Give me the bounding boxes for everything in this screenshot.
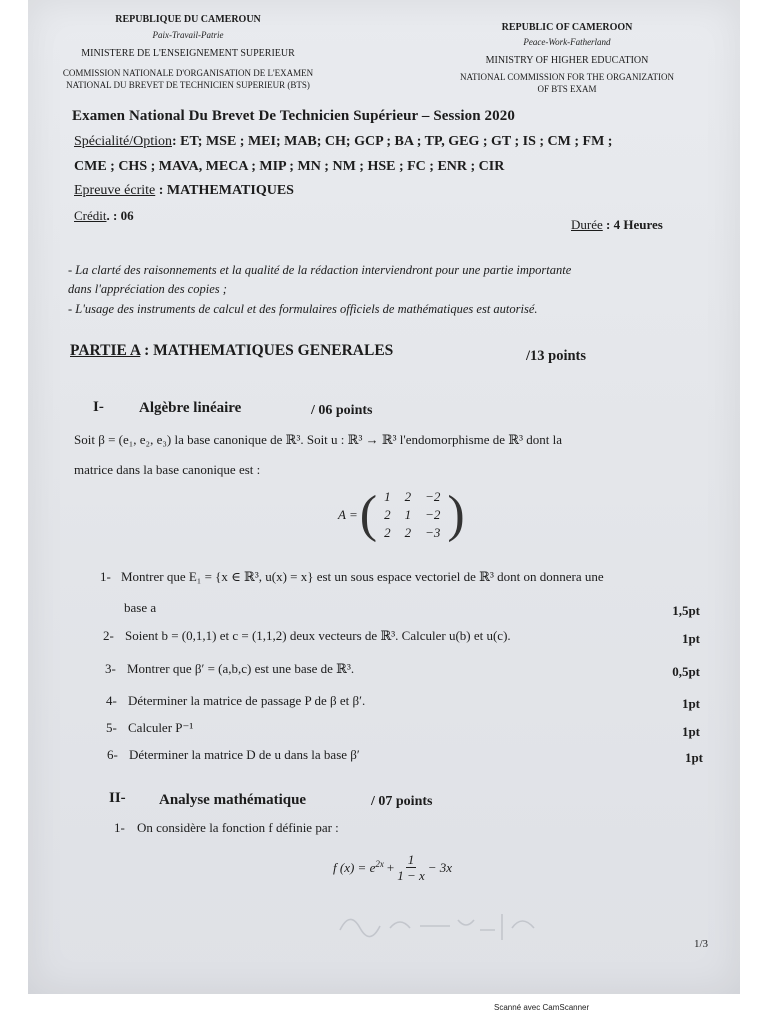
partie-a-points: /13 points [526, 348, 587, 364]
matrix-row [377, 524, 447, 542]
question-4-text: Déterminer la matrice de passage P de β et β′. [128, 693, 366, 708]
handwritten-scribble [330, 900, 550, 950]
question-3-number: 3- [105, 661, 116, 676]
question-2-text: Soient b = (0,1,1) et c = (1,1,2) deux vecteurs de ℝ³. Calculer u(b) et u(c). [125, 628, 511, 643]
header-right-commission-1: NATIONAL COMMISSION FOR THE ORGANIZATION [459, 72, 674, 82]
matrix-cell: 2 [404, 489, 412, 504]
matrix-row [377, 506, 447, 524]
matrix-a [338, 488, 465, 542]
section-2-points: / 07 points [371, 794, 433, 809]
question-1-text: Montrer que E₁ = {x ∈ ℝ³, u(x) = x} est un sous espace vectoriel de ℝ³ dont on donnera une [121, 569, 604, 584]
intro-line-1: Soit β = (e₁, e₂, e₃) la base canonique de ℝ³. Soit u : ℝ³ → ℝ³ l'endomorphisme de ℝ³ dont la [74, 432, 562, 447]
scanner-watermark: Scanné avec CamScanner [494, 1003, 590, 1012]
section-2-title: Analyse mathématique [159, 792, 307, 808]
question-2-1-number: 1- [114, 820, 125, 835]
partie-a-title: : MATHEMATIQUES GENERALES [140, 342, 394, 359]
duree-value: : 4 Heures [606, 217, 663, 232]
header-left-motto: Paix-Travail-Patrie [152, 30, 224, 40]
duree-label: Durée [571, 217, 603, 232]
partie-a-label: PARTIE A [70, 342, 141, 359]
question-2-number: 2- [103, 628, 114, 643]
matrix-cell: −2 [425, 489, 441, 504]
note-line-3: - L'usage des instruments de calcul et des formulaires officiels de mathématiques est autorisé. [68, 302, 538, 316]
question-2-1-text: On considère la fonction f définie par : [137, 820, 339, 835]
function-tail: − 3x [427, 859, 453, 875]
specialite-line-1 [74, 134, 612, 150]
question-5-points: 1pt [681, 724, 700, 739]
specialite-label: Spécialité/Option [74, 134, 172, 149]
matrix-cell: 2 [384, 507, 391, 522]
section-2-number: II- [109, 790, 126, 806]
right-paren: ) [447, 486, 465, 543]
function-plus: + [386, 859, 395, 875]
page-number: 1/3 [694, 938, 709, 950]
specialite-value-1: : ET; MSE ; MEI; MAB; CH; GCP ; BA ; TP, GEG ; GT ; IS ; CM ; FM ; [171, 134, 613, 149]
section-1-title: Algèbre linéaire [139, 400, 242, 416]
epreuve-line [74, 183, 294, 199]
matrix-cell: 2 [404, 525, 412, 540]
question-2-points: 1pt [681, 631, 700, 646]
header-right-commission-2: OF BTS EXAM [537, 84, 597, 94]
header-left-commission-1: COMMISSION NATIONALE D'ORGANISATION DE L'EXAMEN [62, 68, 314, 78]
header-left-commission-2: NATIONAL DU BREVET DE TECHNICIEN SUPERIEUR (BTS) [66, 80, 310, 90]
partie-a-heading [70, 342, 393, 360]
matrix-row [377, 488, 447, 506]
question-3-points: 0,5pt [672, 664, 700, 679]
matrix-label: A = [338, 507, 358, 522]
question-3-text: Montrer que β′ = (a,b,c) est une base de ℝ³. [127, 661, 355, 676]
matrix-cell: −3 [425, 525, 441, 540]
question-5-text: Calculer P⁻¹ [128, 720, 194, 735]
intro-line-2: matrice dans la base canonique est : [74, 462, 261, 477]
duree-line [571, 217, 663, 233]
question-6-number: 6- [107, 747, 118, 762]
fraction-denominator: 1 − x [397, 868, 425, 883]
matrix-cell: 2 [384, 525, 391, 540]
function-lhs: f (x) = e [333, 859, 376, 875]
header-right-motto: Peace-Work-Fatherland [523, 37, 611, 47]
fraction-numerator: 1 [407, 852, 415, 867]
header-left-republic: REPUBLIQUE DU CAMEROUN [115, 14, 261, 25]
epreuve-label: Epreuve écrite [74, 183, 156, 198]
question-4-points: 1pt [681, 696, 700, 711]
note-line-1: - La clarté des raisonnements et la qualité de la rédaction interviendront pour une partie importante [68, 263, 572, 277]
function-formula [333, 852, 452, 883]
question-1-points: 1,5pt [672, 603, 700, 618]
header-right-ministry: MINISTRY OF HIGHER EDUCATION [485, 55, 649, 66]
question-4-number: 4- [106, 693, 117, 708]
credit-label: Crédit [74, 208, 107, 223]
header-right-republic: REPUBLIC OF CAMEROON [501, 22, 633, 33]
question-1-continuation: base a [124, 600, 157, 615]
specialite-line-2: CME ; CHS ; MAVA, MECA ; MIP ; MN ; NM ; HSE ; FC ; ENR ; CIR [74, 159, 505, 174]
section-1-number: I- [93, 399, 104, 415]
note-line-2: dans l'appréciation des copies ; [68, 282, 227, 296]
function-fraction [397, 852, 425, 883]
question-1-number: 1- [100, 569, 111, 584]
matrix-cell: 1 [384, 489, 391, 504]
epreuve-value: : MATHEMATIQUES [158, 183, 294, 198]
matrix-cell: −2 [425, 507, 441, 522]
credit-line [74, 208, 134, 224]
function-exponent: 2x [375, 858, 384, 869]
question-6-text: Déterminer la matrice D de u dans la base β′ [129, 747, 360, 762]
header-left-ministry: MINISTERE DE L'ENSEIGNEMENT SUPERIEUR [81, 48, 295, 59]
credit-value: . : 06 [106, 208, 134, 223]
left-paren: ( [359, 486, 378, 543]
exam-title: Examen National Du Brevet De Technicien Supérieur – Session 2020 [72, 108, 515, 124]
section-1-points: / 06 points [311, 403, 373, 418]
matrix-cell: 1 [404, 507, 412, 522]
question-5-number: 5- [106, 720, 117, 735]
question-6-points: 1pt [684, 750, 703, 765]
matrix-table [377, 488, 447, 542]
